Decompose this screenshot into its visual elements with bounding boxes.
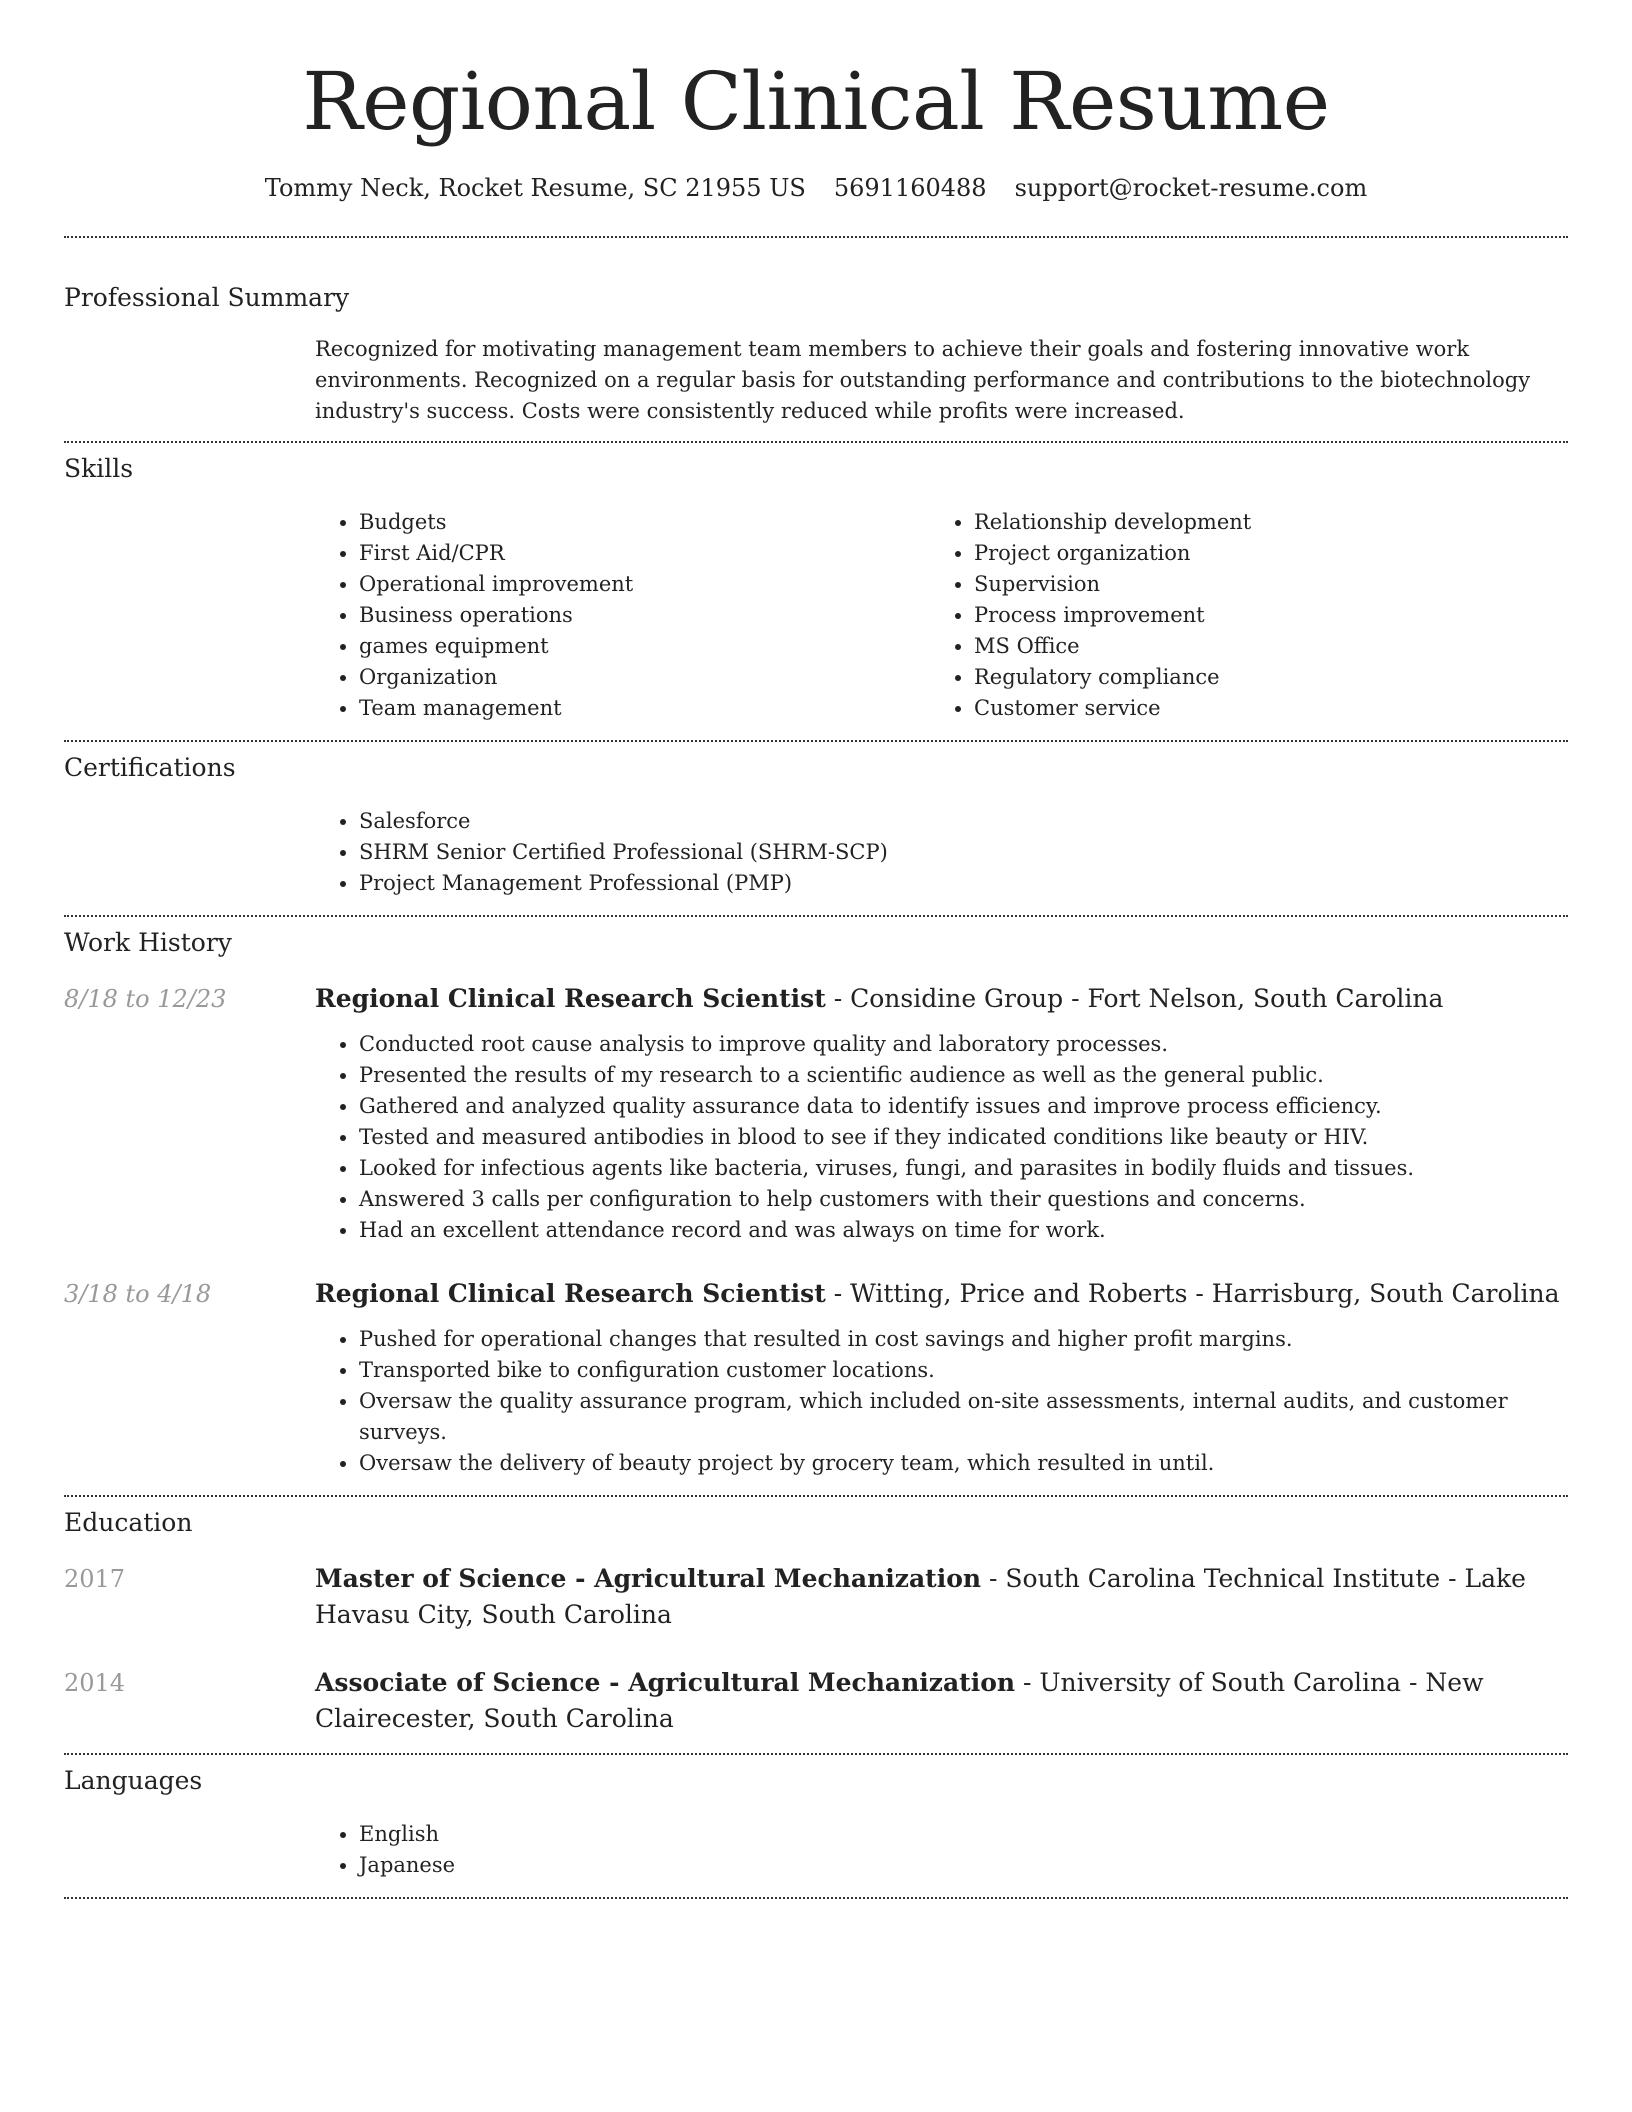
skill-item: • Business operations [359, 600, 930, 631]
certifications-heading: Certifications [64, 753, 236, 782]
job-company-location: - Considine Group - Fort Nelson, South Carolina [825, 984, 1444, 1013]
education-degree: Associate of Science - Agricultural Mechanization [315, 1668, 1016, 1697]
contact-email: support@rocket-resume.com [1014, 174, 1368, 202]
language-item: • English [359, 1819, 1568, 1850]
job-bullet: • Conducted root cause analysis to improve quality and laboratory processes. [359, 1029, 1568, 1060]
summary-heading: Professional Summary [64, 283, 350, 312]
work-history-section [64, 917, 1568, 1495]
job-bullet: • Pushed for operational changes that resulted in cost savings and higher profit margins. [359, 1324, 1568, 1355]
skill-item: • Project organization [974, 538, 1570, 569]
contact-address: Tommy Neck, Rocket Resume, SC 21955 US [264, 174, 806, 202]
education-school-location: - University of South Carolina - New Clairecester, South Carolina [315, 1668, 1484, 1733]
skill-item: • First Aid/CPR [359, 538, 930, 569]
job-bullet: • Gathered and analyzed quality assurance data to identify issues and improve process efficiency. [359, 1091, 1568, 1122]
education-entry [64, 1561, 1568, 1633]
job-bullet: • Had an excellent attendance record and was always on time for work. [359, 1215, 1568, 1246]
skill-item: • Regulatory compliance [974, 662, 1570, 693]
skills-heading: Skills [64, 454, 134, 483]
job-bullet: • Presented the results of my research to a scientific audience as well as the general public. [359, 1060, 1568, 1091]
skill-item: • Team management [359, 693, 930, 724]
skills-left-column [315, 507, 930, 724]
certification-item: • SHRM Senior Certified Professional (SHRM-SCP) [359, 837, 1568, 868]
education-title [315, 1665, 1568, 1737]
skills-right-column [930, 507, 1570, 724]
certifications-section [64, 742, 1568, 915]
education-year: 2017 [64, 1565, 126, 1593]
languages-section [64, 1755, 1568, 1897]
contact-line [64, 172, 1568, 204]
skill-item: • Organization [359, 662, 930, 693]
education-section [64, 1497, 1568, 1753]
skill-item: • Relationship development [974, 507, 1570, 538]
skill-item: • Supervision [974, 569, 1570, 600]
job-bullet: • Oversaw the quality assurance program, which included on-site assessments, internal audits, and customer surveys. [359, 1386, 1568, 1448]
resume-page [64, 0, 1568, 1899]
section-divider [64, 1897, 1568, 1899]
skill-item: • Operational improvement [359, 569, 930, 600]
languages-list [315, 1819, 1568, 1881]
job-bullet: • Tested and measured antibodies in blood to see if they indicated conditions like beauty or HIV. [359, 1122, 1568, 1153]
job-bullets [315, 1324, 1568, 1479]
job-role: Regional Clinical Research Scientist [315, 1279, 826, 1308]
job-bullet: • Looked for infectious agents like bacteria, viruses, fungi, and parasites in bodily fluids and tissues. [359, 1153, 1568, 1184]
job-title [315, 981, 1568, 1017]
job-bullet: • Transported bike to configuration customer locations. [359, 1355, 1568, 1386]
skill-item: • Budgets [359, 507, 930, 538]
resume-title: Regional Clinical Resume [302, 55, 1330, 148]
contact-phone: 5691160488 [833, 174, 987, 202]
education-school-location: - South Carolina Technical Institute - Lake Havasu City, South Carolina [315, 1564, 1526, 1629]
education-title [315, 1561, 1568, 1633]
job-bullets [315, 1029, 1568, 1246]
education-year: 2014 [64, 1669, 126, 1697]
job-dates: 8/18 to 12/23 [64, 985, 227, 1013]
skills-list [315, 507, 1568, 724]
job-role: Regional Clinical Research Scientist [315, 984, 826, 1013]
skill-item: • Process improvement [974, 600, 1570, 631]
skill-item: • Customer service [974, 693, 1570, 724]
education-heading: Education [64, 1508, 193, 1537]
education-entry [64, 1665, 1568, 1737]
summary-text: Recognized for motivating management team members to achieve their goals and fostering innovative work environments. Recognized on a regular basis for outstanding performance and contributions to the biotechnology industry's success. Costs were consistently reduced while profits were increased. [315, 337, 1531, 423]
job-entry [64, 1276, 1568, 1479]
job-title [315, 1276, 1568, 1312]
skill-item: • games equipment [359, 631, 930, 662]
education-degree: Master of Science - Agricultural Mechanization [315, 1564, 982, 1593]
certification-item: • Project Management Professional (PMP) [359, 868, 1568, 899]
job-bullet: • Oversaw the delivery of beauty project by grocery team, which resulted in until. [359, 1448, 1568, 1479]
language-item: • Japanese [359, 1850, 1568, 1881]
job-entry [64, 981, 1568, 1246]
skills-section [64, 443, 1568, 740]
summary-section [64, 238, 1568, 441]
certification-item: • Salesforce [359, 806, 1568, 837]
job-bullet: • Answered 3 calls per configuration to help customers with their questions and concerns. [359, 1184, 1568, 1215]
skill-item: • MS Office [974, 631, 1570, 662]
job-company-location: - Witting, Price and Roberts - Harrisburg, South Carolina [825, 1279, 1560, 1308]
work-history-heading: Work History [64, 928, 232, 957]
languages-heading: Languages [64, 1766, 203, 1795]
job-dates: 3/18 to 4/18 [64, 1280, 212, 1308]
certifications-list [315, 806, 1568, 899]
